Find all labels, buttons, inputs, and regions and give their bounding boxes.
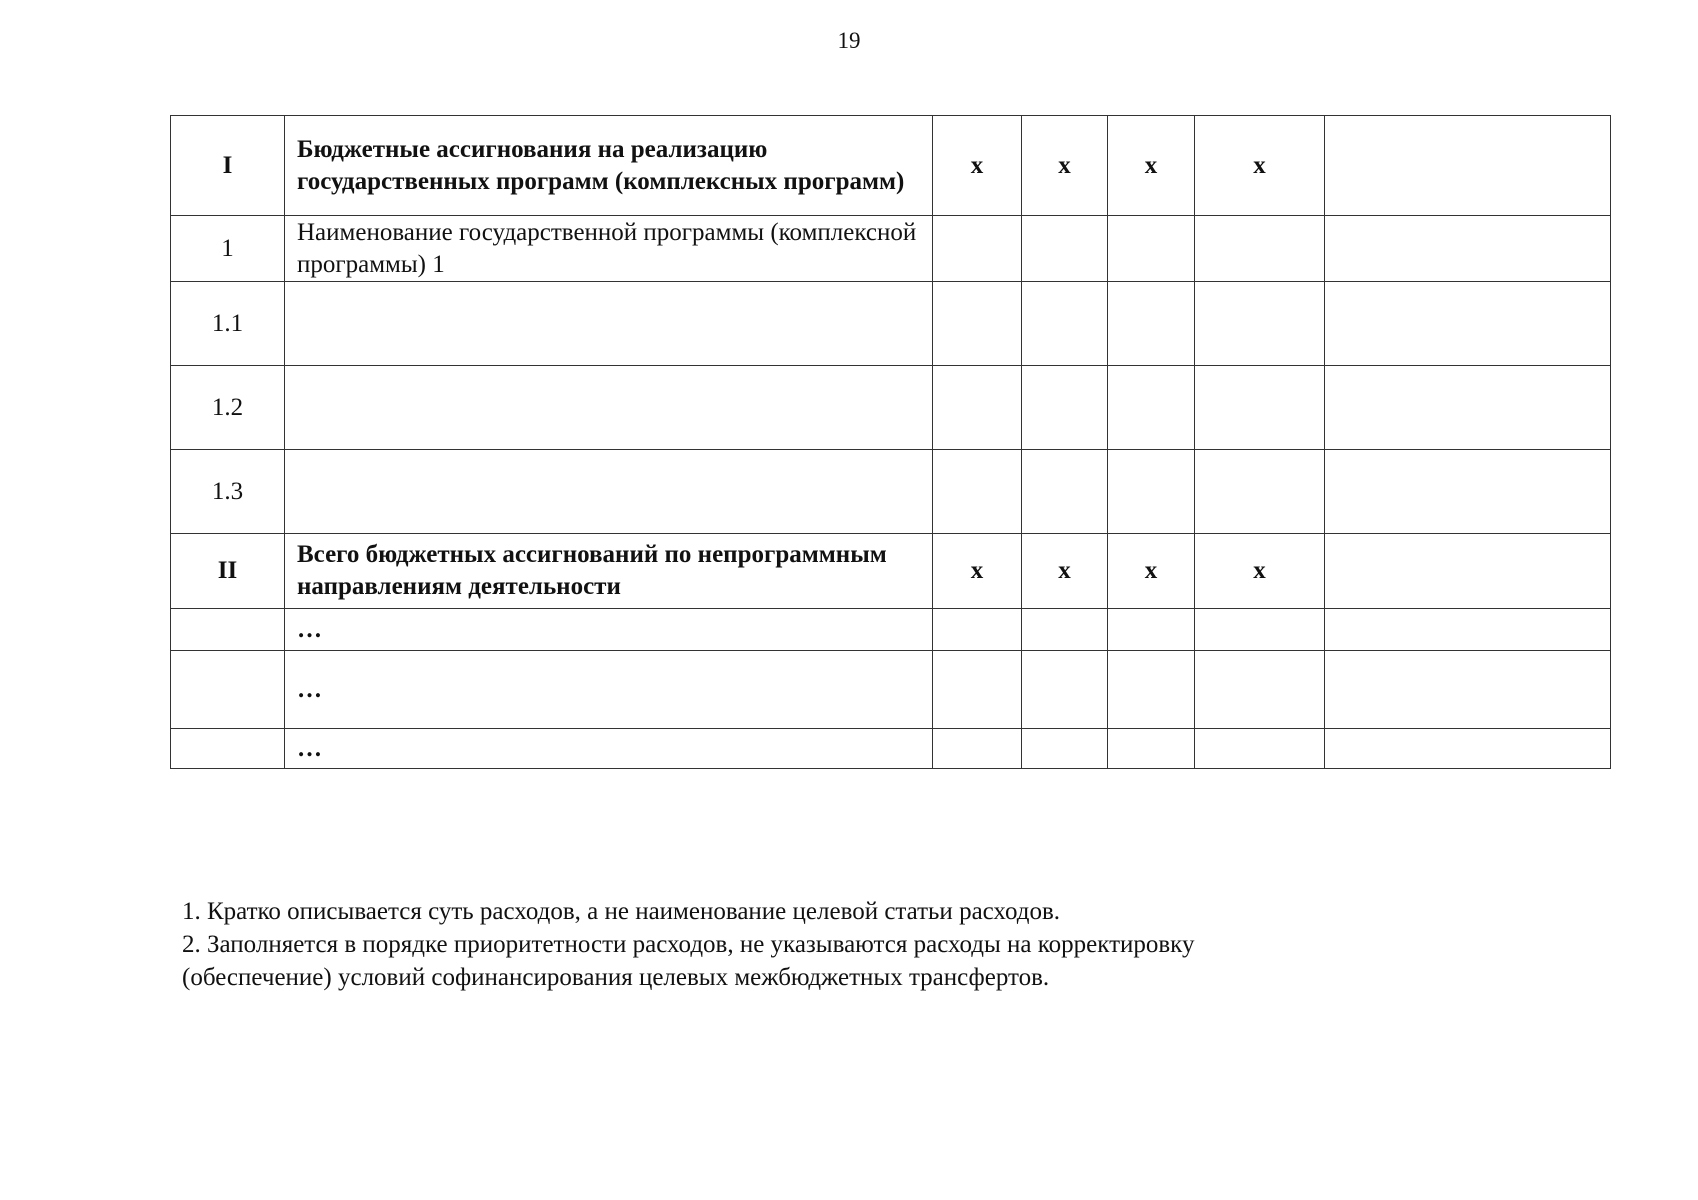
row-name [285, 282, 933, 366]
row-cell [1325, 116, 1611, 216]
row-cell [1195, 366, 1325, 450]
row-cell [1022, 609, 1108, 651]
row-cell [1325, 609, 1611, 651]
row-cell [1108, 450, 1195, 534]
row-cell [1325, 729, 1611, 769]
table-row [171, 450, 1611, 534]
row-cell [1325, 534, 1611, 609]
row-cell [933, 216, 1022, 282]
row-name: … [285, 651, 933, 729]
row-cell [1108, 282, 1195, 366]
budget-allocations-table [170, 115, 1611, 769]
footnotes [182, 895, 1282, 994]
row-name: Наименование государственной программы (комплексной программы) 1 [285, 216, 933, 282]
row-name: Всего бюджетных ассигнований по непрограммным направлениям деятельности [285, 534, 933, 609]
row-cell [1325, 450, 1611, 534]
row-cell [1325, 366, 1611, 450]
row-name [285, 366, 933, 450]
row-cell [1195, 729, 1325, 769]
row-name: Бюджетные ассигнования на реализацию государственных программ (комплексных программ) [285, 116, 933, 216]
table-row [171, 216, 1611, 282]
row-cell [1195, 282, 1325, 366]
row-cell [933, 729, 1022, 769]
row-cell [1325, 282, 1611, 366]
table-row [171, 609, 1611, 651]
table-row [171, 116, 1611, 216]
row-number [171, 729, 285, 769]
row-cell [1022, 729, 1108, 769]
row-number: 1 [171, 216, 285, 282]
table-row [171, 366, 1611, 450]
row-number [171, 609, 285, 651]
row-cell: х [933, 116, 1022, 216]
row-number: I [171, 116, 285, 216]
footnote: 1. Кратко описывается суть расходов, а не наименование целевой статьи расходов. [182, 898, 1061, 925]
row-cell [1108, 651, 1195, 729]
row-cell: х [1108, 534, 1195, 609]
row-cell [1195, 609, 1325, 651]
row-cell [1108, 729, 1195, 769]
row-name: … [285, 729, 933, 769]
table-row [171, 651, 1611, 729]
row-cell [933, 609, 1022, 651]
row-cell [1195, 450, 1325, 534]
row-cell [933, 366, 1022, 450]
row-number: 1.2 [171, 366, 285, 450]
footnote: 2. Заполняется в порядке приоритетности расходов, не указываются расходы на корректировку (обеспечение) условий софинансирования целевых межбюджетных трансфертов. [182, 931, 1195, 991]
row-cell [1108, 609, 1195, 651]
row-number: 1.3 [171, 450, 285, 534]
page-number: 19 [837, 28, 861, 53]
row-cell [933, 282, 1022, 366]
table-row [171, 534, 1611, 609]
row-cell [1195, 216, 1325, 282]
row-cell [1022, 282, 1108, 366]
row-cell: х [1022, 534, 1108, 609]
row-cell [933, 651, 1022, 729]
row-cell [1108, 216, 1195, 282]
row-cell: х [1022, 116, 1108, 216]
row-number: 1.1 [171, 282, 285, 366]
row-cell [1195, 651, 1325, 729]
row-cell [933, 450, 1022, 534]
row-cell: х [1195, 116, 1325, 216]
table-row [171, 729, 1611, 769]
row-cell: х [1108, 116, 1195, 216]
row-cell [1325, 216, 1611, 282]
row-cell [1325, 651, 1611, 729]
row-cell [1022, 216, 1108, 282]
row-cell [1022, 651, 1108, 729]
row-number: II [171, 534, 285, 609]
table-row [171, 282, 1611, 366]
row-cell: х [933, 534, 1022, 609]
row-cell [1108, 366, 1195, 450]
row-name [285, 450, 933, 534]
row-cell [1022, 450, 1108, 534]
row-number [171, 651, 285, 729]
row-cell: х [1195, 534, 1325, 609]
row-cell [1022, 366, 1108, 450]
row-name: … [285, 609, 933, 651]
